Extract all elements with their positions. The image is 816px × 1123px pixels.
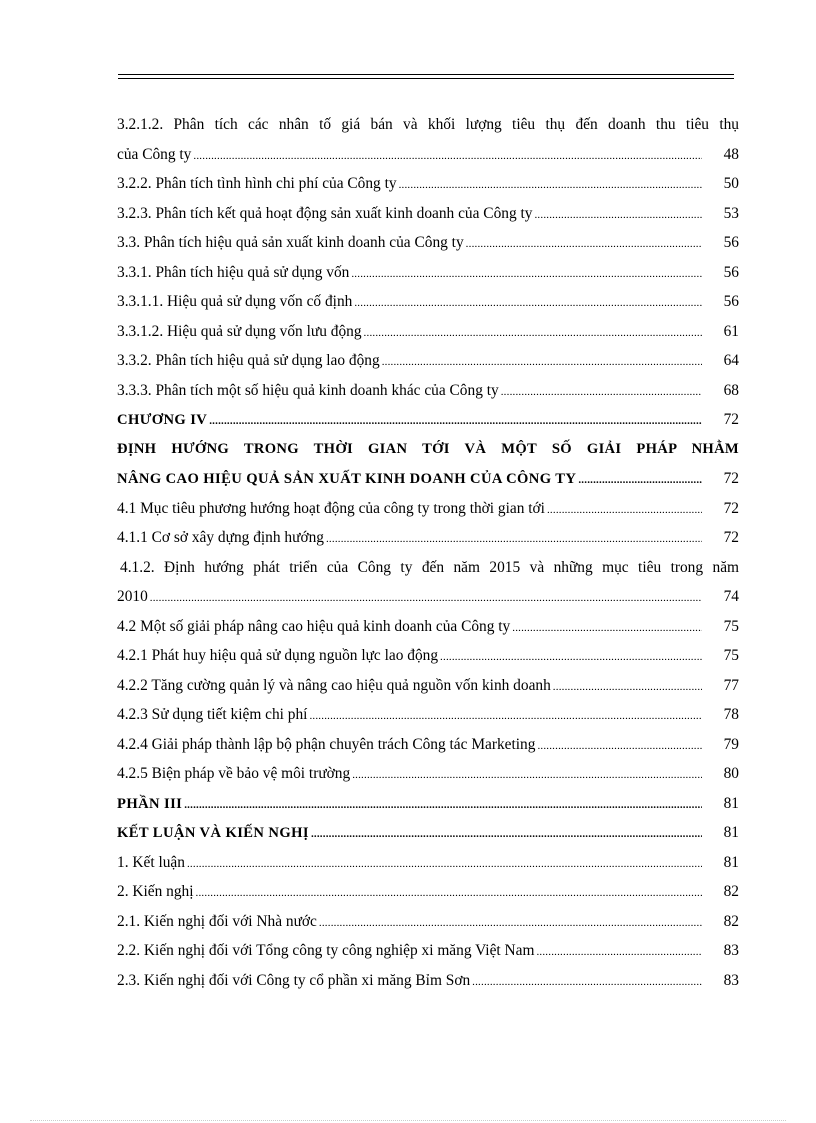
toc-entry-title: 4.2.2 Tăng cường quản lý và nâng cao hiệu quả nguồn vốn kinh doanh (117, 676, 551, 694)
toc-entry[interactable] (117, 258, 739, 288)
toc-leader-dots (536, 936, 702, 968)
toc-entry-title: 2. Kiến nghị (117, 883, 194, 900)
toc-page-number: 82 (723, 912, 739, 930)
toc-entry-title: 2010 (117, 588, 148, 605)
toc-entry-title: 3.3.2. Phân tích hiệu quả sử dụng lao động (117, 352, 380, 369)
toc-entry-title: 3.2.2. Phân tích tình hình chi phí của Công ty (117, 175, 397, 192)
toc-leader-dots (311, 819, 702, 850)
toc-leader-dots (382, 346, 702, 378)
toc-leader-dots (553, 671, 702, 703)
toc-page-number: 64 (723, 352, 739, 369)
toc-entry-title: 4.1.1 Cơ sở xây dựng định hướng (117, 529, 324, 546)
toc-entry[interactable] (117, 199, 739, 229)
toc-entry[interactable] (117, 907, 739, 937)
toc-page-number: 72 (723, 529, 739, 546)
toc-page-number: 81 (723, 824, 739, 841)
toc-page-number: 50 (723, 175, 739, 192)
table-of-contents (117, 110, 739, 995)
toc-entry[interactable] (117, 612, 739, 642)
page-bottom-border (30, 1120, 786, 1121)
toc-page-number: 48 (723, 145, 739, 163)
toc-entry-title: 2.1. Kiến nghị đối với Nhà nước (117, 912, 317, 930)
toc-entry[interactable] (117, 759, 739, 789)
toc-leader-dots (364, 317, 702, 349)
toc-entry-title: 4.1 Mục tiêu phương hướng hoạt động của công ty trong thời gian tới (117, 499, 545, 517)
toc-page-number: 77 (723, 676, 739, 694)
toc-leader-dots (440, 641, 702, 673)
toc-entry-title: của Công ty (117, 145, 192, 163)
toc-page-number: 75 (723, 647, 739, 664)
toc-page-number: 79 (723, 735, 739, 753)
toc-entry-title: 3.3.1.1. Hiệu quả sử dụng vốn cố định (117, 293, 353, 310)
toc-entry-line: ĐỊNH HƯỚNG TRONG THỜI GIAN TỚI VÀ MỘT SỐ GIẢI PHÁP NHẰM (117, 440, 739, 457)
toc-entry[interactable] (117, 405, 739, 435)
toc-leader-dots (352, 759, 702, 791)
toc-entry[interactable] (117, 464, 739, 494)
toc-entry-title: 3.3.1. Phân tích hiệu quả sử dụng vốn (117, 263, 350, 281)
toc-page-number: 56 (723, 263, 739, 281)
toc-entry[interactable] (117, 346, 739, 376)
toc-entry-title: PHẦN III (117, 795, 183, 812)
toc-entry[interactable] (117, 317, 739, 347)
header-rule-bottom (118, 78, 734, 79)
toc-entry-title: KẾT LUẬN VÀ KIẾN NGHỊ (117, 825, 309, 841)
toc-entry-title: 3.3. Phân tích hiệu quả sản xuất kinh doanh của Công ty (117, 234, 464, 251)
toc-leader-dots (184, 790, 702, 821)
toc-leader-dots (351, 258, 702, 290)
toc-page-number: 68 (723, 381, 739, 399)
toc-leader-dots (578, 465, 702, 496)
toc-entry[interactable] (117, 582, 739, 612)
toc-entry-title: 2.2. Kiến nghị đối với Tổng công ty công nghiệp xi măng Việt Nam (117, 942, 535, 959)
toc-entry[interactable] (117, 228, 739, 258)
toc-leader-dots (534, 199, 702, 231)
toc-page-number: 81 (723, 794, 739, 812)
toc-leader-dots (319, 907, 702, 939)
toc-entry[interactable] (117, 641, 739, 671)
toc-entry-title: 2.3. Kiến nghị đối với Công ty cổ phần xi măng Bỉm Sơn (117, 971, 471, 989)
toc-leader-dots (209, 406, 702, 437)
toc-entry[interactable] (117, 140, 739, 170)
toc-entry[interactable] (117, 818, 739, 848)
toc-page-number: 74 (723, 588, 739, 605)
toc-entry-title: 3.3.3. Phân tích một số hiệu quả kinh doanh khác của Công ty (117, 381, 499, 399)
toc-entry[interactable] (117, 700, 739, 730)
toc-entry-title: 4.2.3 Sử dụng tiết kiệm chi phí (117, 706, 308, 723)
toc-entry-title: 1. Kết luận (117, 853, 185, 871)
toc-leader-dots (547, 494, 702, 526)
toc-leader-dots (354, 287, 702, 319)
toc-entry[interactable] (117, 789, 739, 819)
toc-leader-dots (187, 848, 702, 880)
toc-entry-line: 4.1.2. Định hướng phát triển của Công ty đến năm 2015 và những mục tiêu trong năm (120, 558, 739, 576)
toc-entry-title: 3.3.1.2. Hiệu quả sử dụng vốn lưu động (117, 322, 362, 340)
toc-entry[interactable] (117, 730, 739, 760)
toc-entry[interactable] (117, 169, 739, 199)
toc-page-number: 72 (723, 411, 739, 428)
toc-entry-title: 4.2 Một số giải pháp nâng cao hiệu quả kinh doanh của Công ty (117, 617, 511, 635)
toc-leader-dots (512, 612, 702, 644)
toc-entry[interactable] (117, 936, 739, 966)
toc-entry[interactable] (117, 523, 739, 553)
toc-page-number: 78 (723, 706, 739, 723)
toc-entry[interactable] (117, 877, 739, 907)
toc-entry-title: NÂNG CAO HIỆU QUẢ SẢN XUẤT KINH DOANH CỦA CÔNG TY (117, 471, 577, 487)
toc-entry-title: 4.2.4 Giải pháp thành lập bộ phận chuyên trách Công tác Marketing (117, 735, 536, 753)
toc-leader-dots (309, 700, 702, 732)
toc-entry-title: CHƯƠNG IV (117, 412, 208, 428)
toc-leader-dots (196, 877, 702, 909)
toc-entry-line: 3.2.1.2. Phân tích các nhân tố giá bán và khối lượng tiêu thụ đến doanh thu tiêu thụ (117, 116, 739, 133)
toc-page-number: 82 (723, 883, 739, 900)
toc-entry[interactable] (117, 376, 739, 406)
toc-page-number: 61 (723, 322, 739, 340)
toc-entry[interactable] (117, 287, 739, 317)
toc-leader-dots (326, 523, 702, 555)
toc-entry[interactable] (117, 848, 739, 878)
toc-page-number: 83 (723, 942, 739, 959)
toc-leader-dots (537, 730, 702, 762)
toc-leader-dots (501, 376, 702, 408)
toc-page-number: 72 (723, 499, 739, 517)
toc-leader-dots (466, 228, 702, 260)
toc-page-number: 81 (723, 853, 739, 871)
toc-page-number: 56 (723, 234, 739, 251)
toc-leader-dots (150, 582, 702, 614)
toc-page-number: 56 (723, 293, 739, 310)
toc-page-number: 72 (723, 470, 739, 487)
toc-leader-dots (399, 169, 702, 201)
toc-leader-dots (472, 966, 702, 998)
toc-entry[interactable] (117, 966, 739, 996)
toc-entry-title: 4.2.1 Phát huy hiệu quả sử dụng nguồn lực lao động (117, 647, 439, 664)
header-rule-top (118, 74, 734, 75)
toc-page-number: 83 (723, 971, 739, 989)
toc-page-number: 80 (723, 765, 739, 782)
toc-page-number: 75 (723, 617, 739, 635)
toc-entry[interactable] (117, 494, 739, 524)
toc-leader-dots (193, 140, 702, 172)
toc-entry-title: 4.2.5 Biện pháp về bảo vệ môi trường (117, 765, 351, 782)
toc-page-number: 53 (723, 204, 739, 222)
toc-entry[interactable] (117, 671, 739, 701)
toc-entry-title: 3.2.3. Phân tích kết quả hoạt động sản xuất kinh doanh của Công ty (117, 204, 533, 222)
